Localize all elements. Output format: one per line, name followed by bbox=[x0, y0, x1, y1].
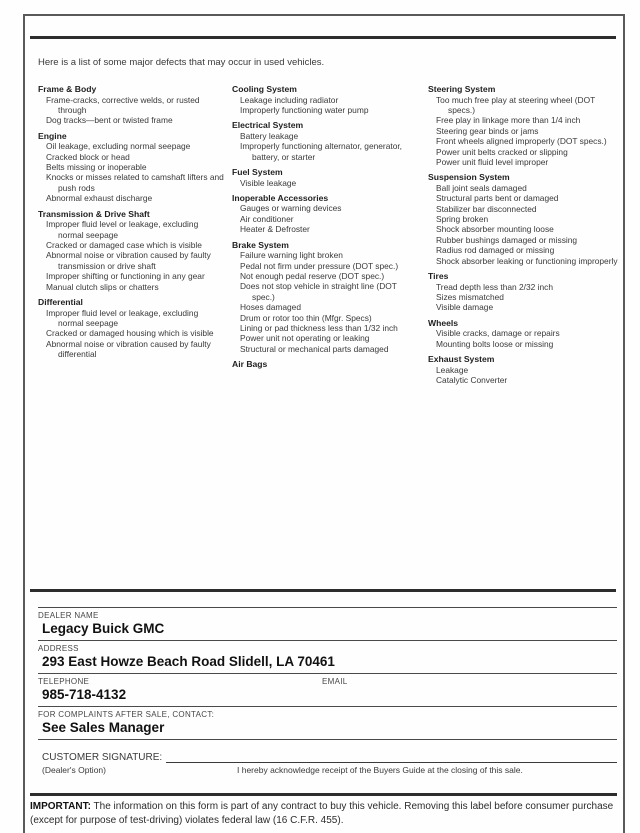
defect-column bbox=[38, 84, 224, 385]
defect-section-heading: Fuel System bbox=[232, 167, 283, 178]
form-bottom-rule bbox=[38, 739, 617, 740]
defect-item: Front wheels aligned improperly (DOT specs.) bbox=[436, 136, 607, 147]
address-value: 293 East Howze Beach Road Slidell, LA 70461 bbox=[42, 654, 335, 669]
middle-divider-rule bbox=[30, 589, 616, 592]
defect-column bbox=[232, 84, 420, 385]
defect-item: Stabilizer bar disconnected bbox=[436, 203, 537, 214]
defect-item: Cracked or damaged housing which is visible bbox=[46, 328, 214, 339]
telephone-email-row bbox=[38, 673, 617, 706]
top-divider-rule bbox=[30, 36, 616, 39]
important-label: IMPORTANT: bbox=[30, 801, 91, 812]
defect-item: Visible damage bbox=[436, 302, 494, 313]
dealers-option-label: (Dealer's Option) bbox=[42, 765, 106, 775]
defect-item: Cracked block or head bbox=[46, 151, 130, 162]
dealer-name-label: DEALER NAME bbox=[38, 611, 99, 620]
defect-item: Improper fluid level or leakage, excluding normal seepage bbox=[46, 307, 199, 328]
dealer-info-form bbox=[38, 607, 617, 740]
defect-item: Lining or pad thickness less than 1/32 inch bbox=[240, 323, 398, 333]
defect-item: Improperly functioning alternator, generator, battery, or starter bbox=[240, 141, 403, 162]
defect-item: Does not stop vehicle in straight line (DOT spec.) bbox=[240, 281, 397, 302]
defect-item: Radius rod damaged or missing bbox=[436, 245, 555, 256]
defect-columns bbox=[38, 84, 618, 385]
defect-item: Catalytic Converter bbox=[436, 375, 508, 386]
defect-item: Abnormal exhaust discharge bbox=[46, 193, 153, 204]
defect-section-heading: Exhaust System bbox=[428, 354, 495, 365]
defect-section-heading: Steering System bbox=[428, 84, 496, 94]
defect-item: Tread depth less than 2/32 inch bbox=[436, 281, 554, 292]
defect-item: Structural parts bent or damaged bbox=[436, 193, 559, 204]
defect-item: Free play in linkage more than 1/4 inch bbox=[436, 115, 581, 126]
important-notice bbox=[30, 800, 618, 827]
defect-item: Visible cracks, damage or repairs bbox=[436, 328, 560, 339]
defect-section-heading: Tires bbox=[428, 271, 449, 282]
address-label: ADDRESS bbox=[38, 644, 79, 653]
important-text: The information on this form is part of any contract to buy this vehicle. Removing this label before consumer purchase (except for purpose of test-driving) violates federal law (16 C.F.R. 455). bbox=[30, 801, 614, 826]
defect-item: Steering gear binds or jams bbox=[436, 125, 539, 136]
defect-item: Sizes mismatched bbox=[436, 292, 504, 302]
defects-intro-text: Here is a list of some major defects that may occur in used vehicles. bbox=[38, 57, 325, 68]
defect-item: Improper fluid level or leakage, excluding normal seepage bbox=[46, 219, 199, 240]
defect-item: Drum or rotor too thin (Mfgr. Specs) bbox=[240, 312, 372, 323]
defect-item: Spring broken bbox=[436, 214, 489, 225]
defect-item: Shock absorber mounting loose bbox=[436, 224, 554, 235]
defect-item: Cracked or damaged case which is visible bbox=[46, 239, 202, 250]
complaints-row bbox=[38, 706, 617, 739]
defect-item: Improper shifting or functioning in any gear bbox=[46, 271, 205, 282]
defect-item: Belts missing or inoperable bbox=[46, 162, 147, 173]
defect-item: Pedal not firm under pressure (DOT spec.) bbox=[240, 260, 399, 271]
defect-item: Failure warning light broken bbox=[240, 250, 343, 261]
complaints-value: See Sales Manager bbox=[42, 720, 165, 735]
defect-item: Manual clutch slips or chatters bbox=[46, 281, 159, 292]
defect-item: Shock absorber leaking or functioning improperly bbox=[436, 255, 618, 266]
customer-signature-block bbox=[42, 751, 617, 777]
dealer-name-row bbox=[38, 607, 617, 640]
defect-item: Heater & Defroster bbox=[240, 224, 310, 235]
signature-line bbox=[166, 751, 617, 763]
customer-signature-label: CUSTOMER SIGNATURE: bbox=[42, 752, 163, 763]
defect-item: Battery leakage bbox=[240, 130, 299, 141]
defect-item: Frame-cracks, corrective welds, or rusted through bbox=[46, 94, 200, 115]
defect-item: Ball joint seals damaged bbox=[436, 182, 527, 193]
defect-item: Power unit not operating or leaking bbox=[240, 333, 370, 344]
defect-section-heading: Frame & Body bbox=[38, 84, 97, 94]
defect-item: Improperly functioning water pump bbox=[240, 104, 369, 115]
dealer-name-value: Legacy Buick GMC bbox=[42, 621, 165, 636]
defect-section-heading: Engine bbox=[38, 130, 67, 141]
email-label: EMAIL bbox=[322, 677, 348, 686]
defect-item: Leakage including radiator bbox=[240, 94, 339, 105]
defect-item: Mounting bolts loose or missing bbox=[436, 338, 554, 349]
defect-item: Air conditioner bbox=[240, 213, 294, 224]
defect-section-heading: Inoperable Accessories bbox=[232, 192, 329, 203]
defect-section-heading: Suspension System bbox=[428, 172, 510, 183]
defect-item: Too much free play at steering wheel (DOT specs.) bbox=[436, 94, 596, 115]
defect-item: Visible leakage bbox=[240, 177, 297, 188]
defect-section-heading: Differential bbox=[38, 297, 83, 307]
defect-item: Oil leakage, excluding normal seepage bbox=[46, 141, 191, 152]
defect-item: Dog tracks—bent or twisted frame bbox=[46, 115, 173, 126]
defect-item: Knocks or misses related to camshaft lifters and push rods bbox=[46, 172, 224, 193]
defect-section-heading: Brake System bbox=[232, 239, 289, 250]
defect-item: Not enough pedal reserve (DOT spec.) bbox=[240, 270, 385, 281]
defect-item: Abnormal noise or vibration caused by faulty differential bbox=[46, 338, 211, 360]
defect-item: Structural or mechanical parts damaged bbox=[240, 343, 389, 354]
defect-section-heading: Electrical System bbox=[232, 120, 304, 131]
defect-item: Rubber bushings damaged or missing bbox=[436, 234, 578, 245]
defect-column bbox=[428, 84, 618, 385]
defect-section-heading: Transmission & Drive Shaft bbox=[38, 208, 150, 219]
defect-item: Gauges or warning devices bbox=[240, 203, 342, 214]
defect-item: Abnormal noise or vibration caused by faulty transmission or drive shaft bbox=[46, 250, 211, 271]
defect-item: Power unit belts cracked or slipping bbox=[436, 146, 568, 157]
defect-section-heading: Air Bags bbox=[232, 359, 268, 370]
telephone-label: TELEPHONE bbox=[38, 677, 90, 686]
defect-item: Hoses damaged bbox=[240, 302, 301, 313]
acknowledgment-text: I hereby acknowledge receipt of the Buyers Guide at the closing of this sale. bbox=[237, 765, 523, 775]
defect-item: Power unit fluid level improper bbox=[436, 156, 549, 167]
defect-section-heading: Cooling System bbox=[232, 84, 297, 94]
bottom-divider-rule bbox=[30, 793, 617, 796]
address-row bbox=[38, 640, 617, 673]
complaints-label: FOR COMPLAINTS AFTER SALE, CONTACT: bbox=[38, 710, 215, 719]
defect-item: Leakage bbox=[436, 364, 469, 375]
telephone-value: 985-718-4132 bbox=[42, 687, 127, 702]
defect-section-heading: Wheels bbox=[428, 317, 459, 328]
